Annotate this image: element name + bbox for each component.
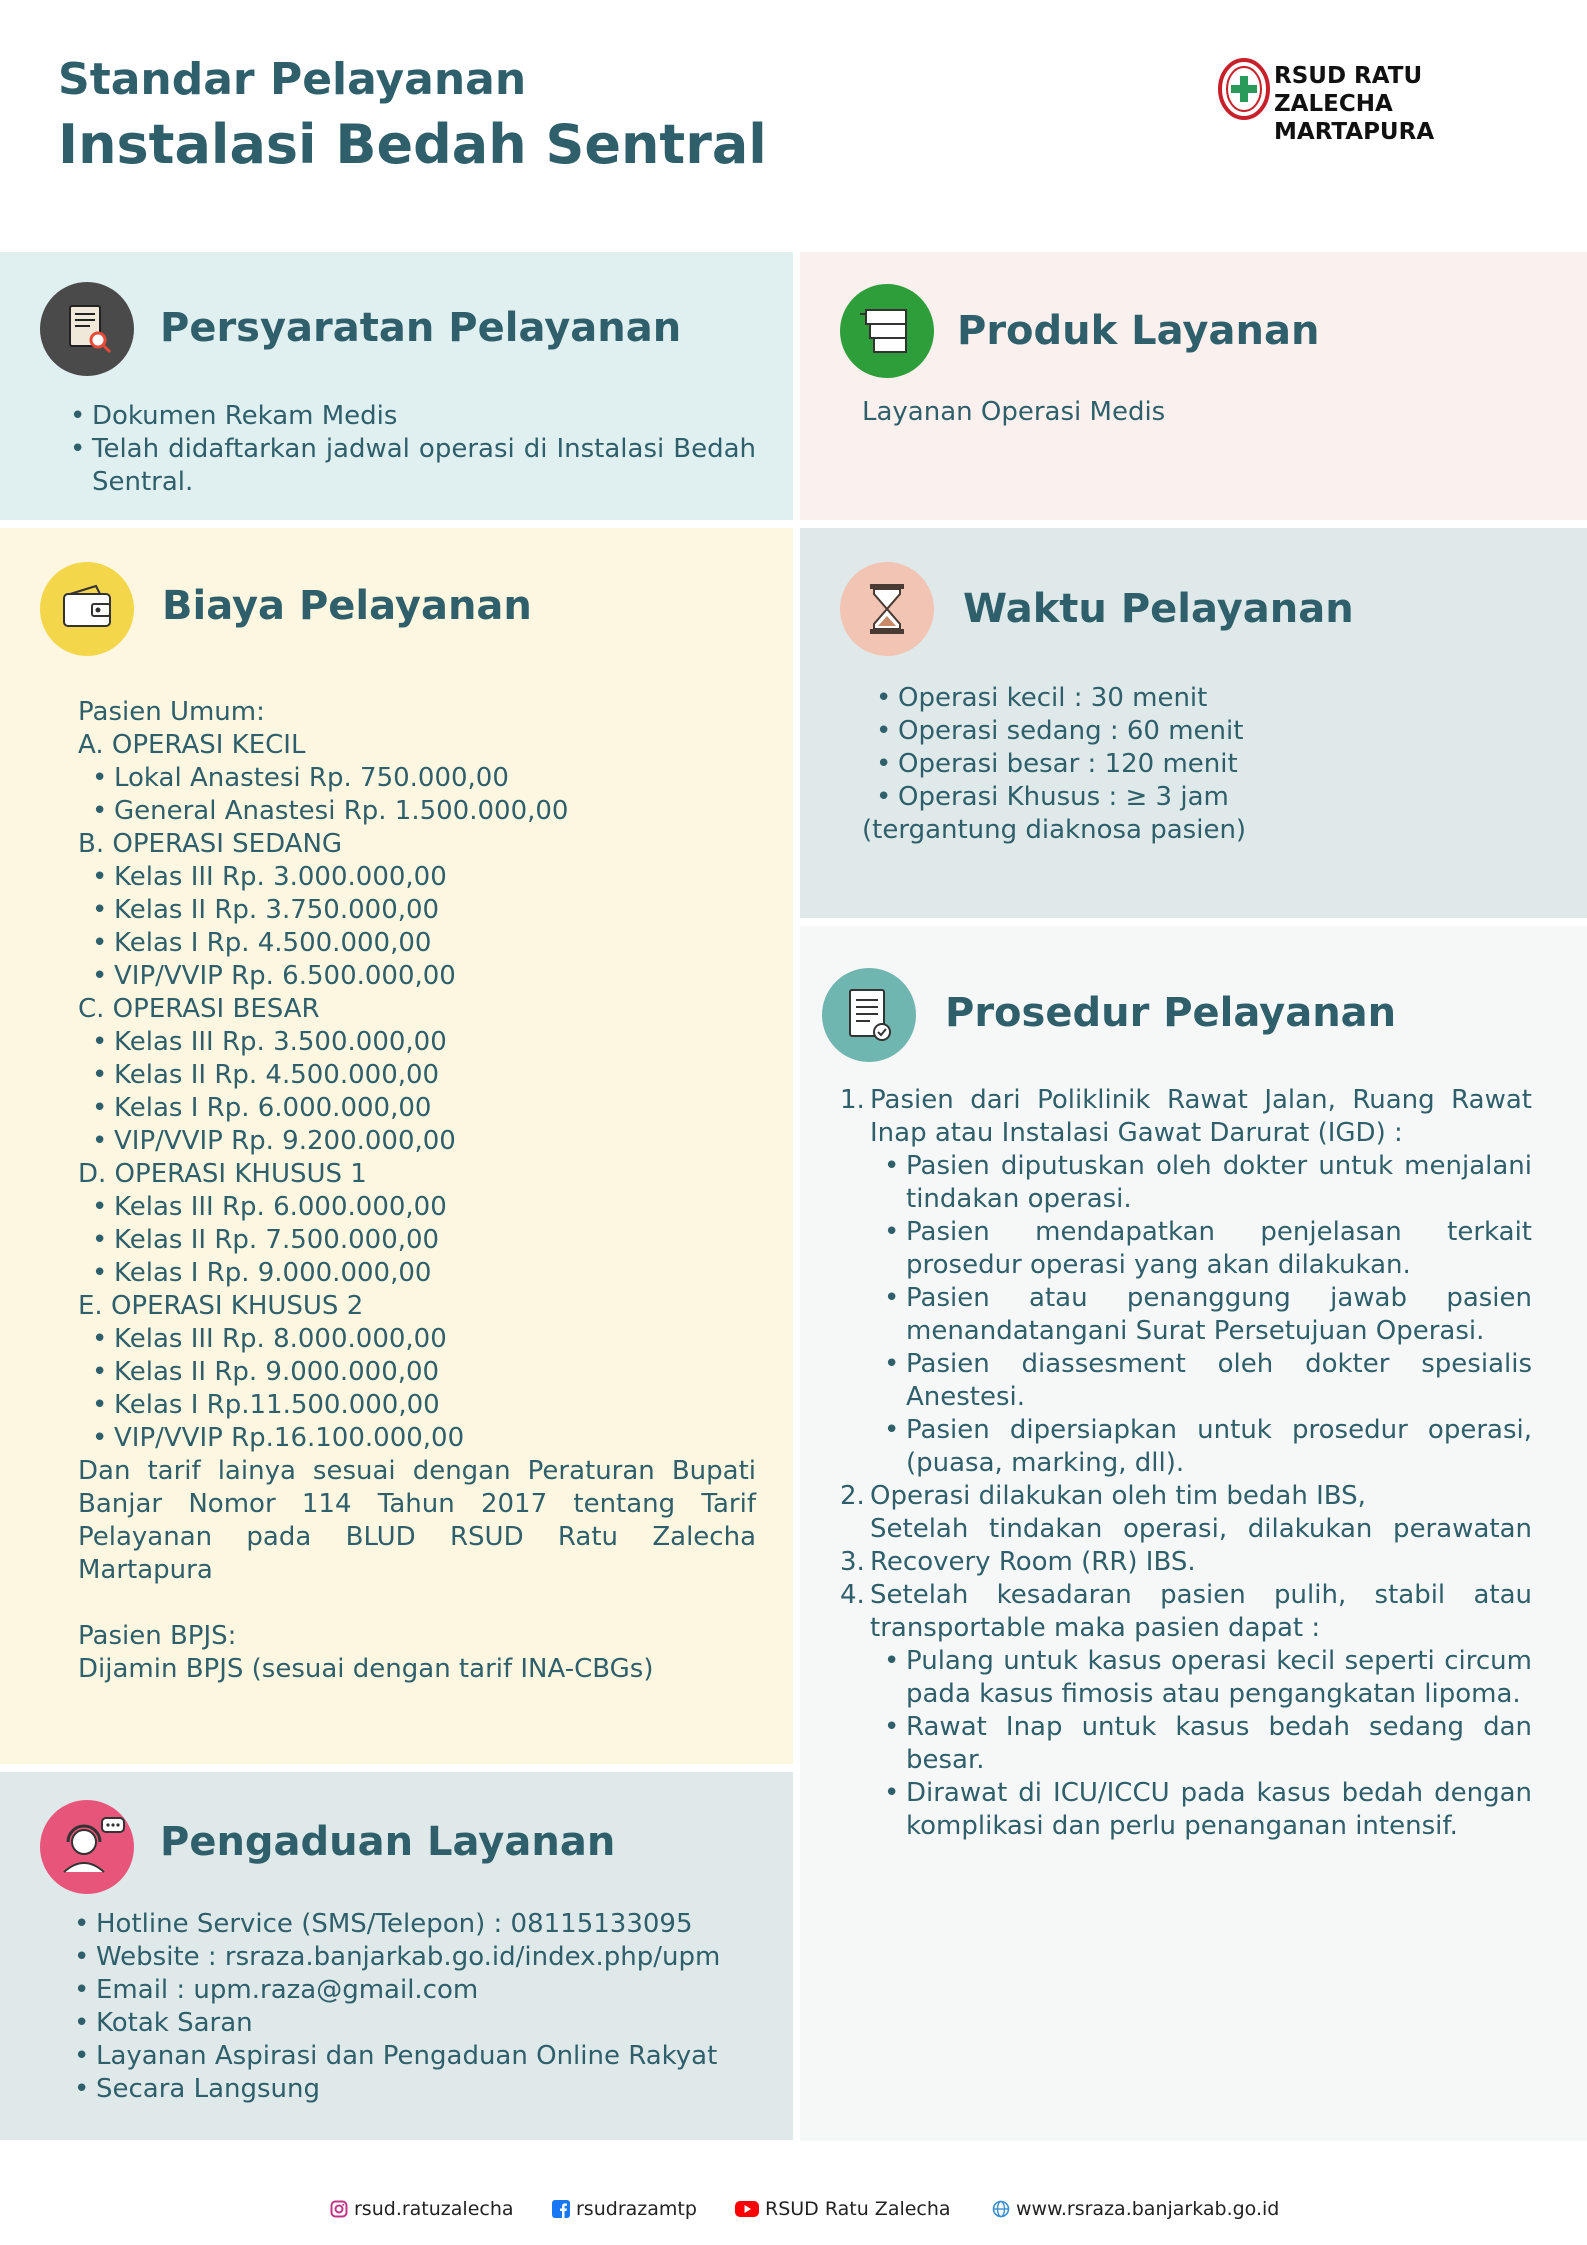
biaya-group-list [92,1026,756,1158]
prosedur-step [840,1480,1532,1546]
customer-service-icon [40,1800,134,1894]
biaya-group-list [92,861,756,993]
pengaduan-list [74,1908,764,2106]
step-number: 1. [840,1085,865,1115]
wallet-icon [40,562,134,656]
waktu-list [876,682,1246,814]
list-item: • Operasi kecil : 30 menit [876,682,1246,715]
biaya-group-list [92,762,756,828]
prosedur-step [840,1579,1532,1843]
list-item: • Rawat Inap untuk kasus bedah sedang dan besar. [884,1711,1532,1777]
pengaduan-panel [0,1772,793,2140]
list-item: • Lokal Anastesi Rp. 750.000,00 [92,762,756,795]
waktu-note: (tergantung diaknosa pasien) [862,815,1247,845]
footer-website[interactable] [992,2198,1279,2220]
globe-icon [992,2200,1010,2218]
list-item: • Pulang untuk kasus operasi kecil seperti circum pada kasus fimosis atau pengangkatan lipoma. [884,1645,1532,1711]
list-item: • Kelas I Rp.11.500.000,00 [92,1389,756,1422]
biaya-content [78,696,756,1686]
list-item: • VIP/VVIP Rp.16.100.000,00 [92,1422,756,1455]
step-number: 4. [840,1580,865,1610]
list-item: • VIP/VVIP Rp. 9.200.000,00 [92,1125,756,1158]
list-item: • Kelas I Rp. 9.000.000,00 [92,1257,756,1290]
waktu-panel [800,528,1587,918]
list-item: • Kelas III Rp. 3.500.000,00 [92,1026,756,1059]
biaya-tarif-note: Dan tarif lainya sesuai dengan Peraturan Bupati Banjar Nomor 114 Tahun 2017 tentang Tarif Pelayanan pada BLUD RSUD Ratu Zalecha Martapura [78,1456,756,1585]
pengaduan-heading: Pengaduan Layanan [160,1819,616,1865]
instagram-icon [330,2200,348,2218]
document-search-icon [40,282,134,376]
biaya-group-list [92,1323,756,1455]
list-item: • VIP/VVIP Rp. 6.500.000,00 [92,960,756,993]
prosedur-step [840,1084,1532,1480]
biaya-umum-label: Pasien Umum: [78,697,265,727]
footer-youtube[interactable] [735,2198,951,2220]
step-text: Pasien dari Poliklinik Rawat Jalan, Ruang Rawat Inap atau Instalasi Gawat Darurat (IGD) : [870,1085,1532,1148]
biaya-group-title: B. OPERASI SEDANG [78,829,343,859]
list-item: • Pasien diputuskan oleh dokter untuk menjalani tindakan operasi. [884,1150,1532,1216]
list-item: • Secara Langsung [74,2073,764,2106]
step-sub-list [884,1645,1532,1843]
biaya-panel [0,528,793,1764]
persyaratan-list [70,400,756,499]
logo-text-line1: RSUD RATU ZALECHA [1274,63,1423,117]
biaya-bpjs-label: Pasien BPJS: [78,1621,237,1651]
list-item: • Website : rsraza.banjarkab.go.id/index.php/upm [74,1941,764,1974]
biaya-heading: Biaya Pelayanan [162,583,532,629]
folders-icon [840,284,934,378]
list-item: • Pasien mendapatkan penjelasan terkait prosedur operasi yang akan dilakukan. [884,1216,1532,1282]
facebook-icon [552,2200,570,2218]
list-item: • General Anastesi Rp. 1.500.000,00 [92,795,756,828]
list-item: • Kelas III Rp. 6.000.000,00 [92,1191,756,1224]
list-item: • Pasien diassesment oleh dokter spesialis Anestesi. [884,1348,1532,1414]
page-title-line2: Instalasi Bedah Sentral [58,113,767,176]
list-item: • Kelas III Rp. 3.000.000,00 [92,861,756,894]
step-text: Operasi dilakukan oleh tim bedah IBS, [870,1481,1366,1511]
logo-text-line2: MARTAPURA [1274,119,1435,145]
biaya-group-title: A. OPERASI KECIL [78,730,306,760]
list-item: • Operasi Khusus : ≥ 3 jam [876,781,1246,814]
biaya-group-list [92,1191,756,1290]
list-item: • Telah didaftarkan jadwal operasi di Instalasi Bedah Sentral. [70,433,756,499]
waktu-heading: Waktu Pelayanan [963,586,1354,632]
list-item: • Pasien atau penanggung jawab pasien menandatangani Surat Persetujuan Operasi. [884,1282,1532,1348]
list-item: • Kelas II Rp. 3.750.000,00 [92,894,756,927]
list-item: • Pasien dipersiapkan untuk prosedur operasi, (puasa, marking, dll). [884,1414,1532,1480]
footer-instagram-label: rsud.ratuzalecha [354,2198,514,2220]
footer-youtube-label: RSUD Ratu Zalecha [765,2198,951,2220]
produk-heading: Produk Layanan [957,308,1320,354]
page-title-line1: Standar Pelayanan [58,54,527,105]
list-item: • Email : upm.raza@gmail.com [74,1974,764,2007]
step-sub-list [884,1150,1532,1480]
checklist-document-icon [822,968,916,1062]
produk-panel [800,252,1587,520]
list-item: • Kelas II Rp. 7.500.000,00 [92,1224,756,1257]
list-item: • Kelas I Rp. 6.000.000,00 [92,1092,756,1125]
waktu-content [862,682,1246,847]
biaya-group-title: D. OPERASI KHUSUS 1 [78,1159,367,1189]
step-continuation: Setelah tindakan operasi, dilakukan perawatan [870,1514,1532,1544]
list-item: • Dirawat di ICU/ICCU pada kasus bedah dengan komplikasi dan perlu penanganan intensif. [884,1777,1532,1843]
footer-facebook[interactable] [552,2198,697,2220]
list-item: • Kelas III Rp. 8.000.000,00 [92,1323,756,1356]
prosedur-step [840,1546,1532,1579]
list-item: • Kelas I Rp. 4.500.000,00 [92,927,756,960]
footer-instagram[interactable] [330,2198,514,2220]
list-item: • Kotak Saran [74,2007,764,2040]
prosedur-content [840,1084,1532,1843]
footer-facebook-label: rsudrazamtp [576,2198,697,2220]
list-item: • Dokumen Rekam Medis [70,400,756,433]
step-number: 3. [840,1547,865,1577]
list-item: • Operasi sedang : 60 menit [876,715,1246,748]
list-item: • Layanan Aspirasi dan Pengaduan Online Rakyat [74,2040,764,2073]
list-item: • Hotline Service (SMS/Telepon) : 08115133095 [74,1908,764,1941]
biaya-group-title: C. OPERASI BESAR [78,994,320,1024]
hourglass-icon [840,562,934,656]
footer-website-label: www.rsraza.banjarkab.go.id [1016,2198,1280,2220]
persyaratan-panel [0,252,793,520]
step-text: Recovery Room (RR) IBS. [870,1547,1196,1577]
step-text: Setelah kesadaran pasien pulih, stabil atau transportable maka pasien dapat : [870,1580,1532,1643]
youtube-icon [735,2200,759,2218]
persyaratan-heading: Persyaratan Pelayanan [160,305,682,351]
biaya-bpjs-text: Dijamin BPJS (sesuai dengan tarif INA-CBGs) [78,1654,654,1684]
prosedur-steps [840,1084,1532,1843]
produk-text: Layanan Operasi Medis [862,397,1166,427]
list-item: • Kelas II Rp. 9.000.000,00 [92,1356,756,1389]
hospital-emblem-icon [1218,58,1270,120]
prosedur-heading: Prosedur Pelayanan [945,990,1397,1036]
prosedur-panel [800,926,1587,2141]
list-item: • Kelas II Rp. 4.500.000,00 [92,1059,756,1092]
biaya-group-title: E. OPERASI KHUSUS 2 [78,1291,364,1321]
hospital-logo [1218,58,1548,145]
list-item: • Operasi besar : 120 menit [876,748,1246,781]
step-number: 2. [840,1481,865,1511]
